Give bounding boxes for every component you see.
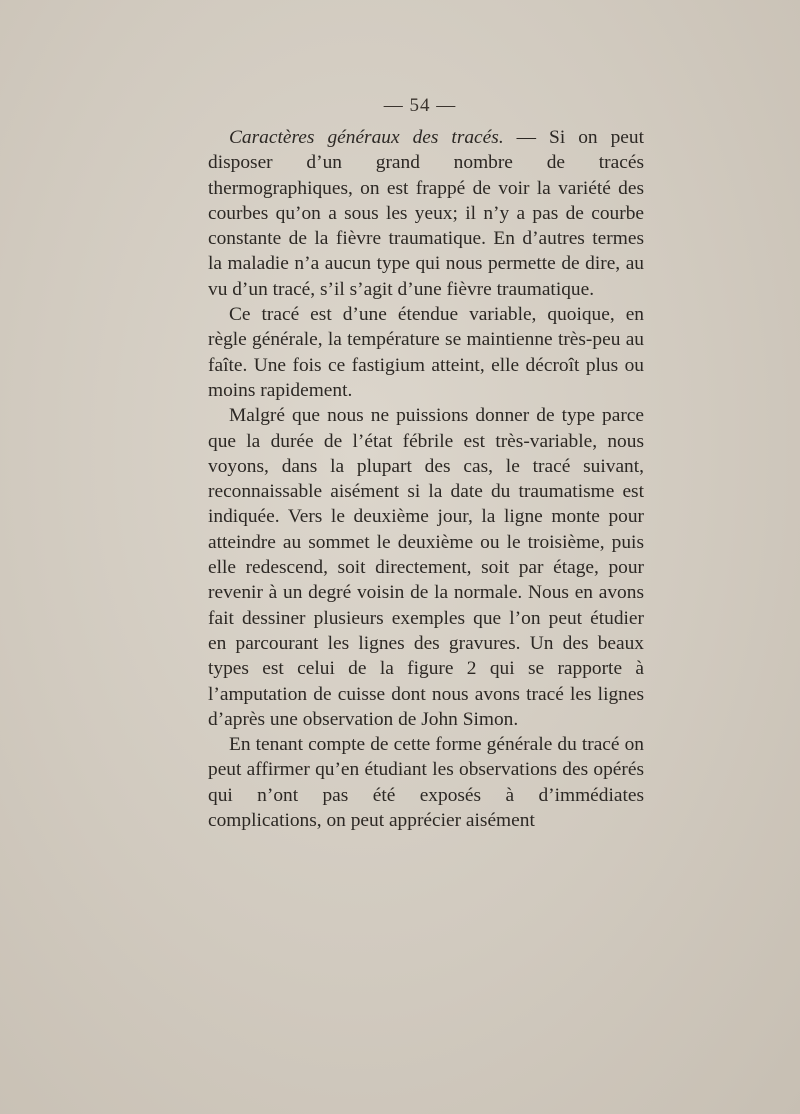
body-text	[208, 125, 644, 833]
page-number: — 54 —	[383, 95, 457, 116]
paragraph-4: En tenant compte de cette forme générale du tracé on peut affirmer qu’en étudiant les observations des opérés qui n’ont pas été exposés à d’immédiates complications, on peut apprécier aisément	[208, 734, 644, 832]
paragraph-1-text: — Si on peut disposer d’un grand nombre de tracés thermographiques, on est frappé de voir la variété des courbes qu’on a sous les yeux; il n’y a pas de courbe constante de la fièvre traumatique. En d’autres termes la maladie n’a aucun type qui nous permette de dire, au vu d’un tracé, s’il s’agit d’une fièvre traumatique.	[208, 127, 644, 300]
section-heading: Caractères généraux des tracés.	[229, 127, 504, 148]
paragraph-1	[208, 125, 644, 302]
paragraph-3: Malgré que nous ne puissions donner de type parce que la durée de l’état fébrile est très-variable, nous voyons, dans la plupart des cas, le tracé suivant, reconnaissable aisément si la date du traumatisme est indiquée. Vers le deuxième jour, la ligne monte pour atteindre au sommet le deuxième ou le troisième, puis elle redescend, soit directement, soit par étage, pour revenir à un degré voisin de la normale. Nous en avons fait dessiner plusieurs exemples que l’on peut étudier en parcourant les lignes des gravures. Un des beaux types est celui de la figure 2 qui se rapporte à l’amputation de cuisse dont nous avons tracé les lignes d’après une observation de John Simon.	[208, 405, 644, 730]
paragraph-2: Ce tracé est d’une étendue variable, quoique, en règle générale, la température se maintienne très-peu au faîte. Une fois ce fastigium atteint, elle décroît plus ou moins rapidement.	[208, 304, 644, 401]
